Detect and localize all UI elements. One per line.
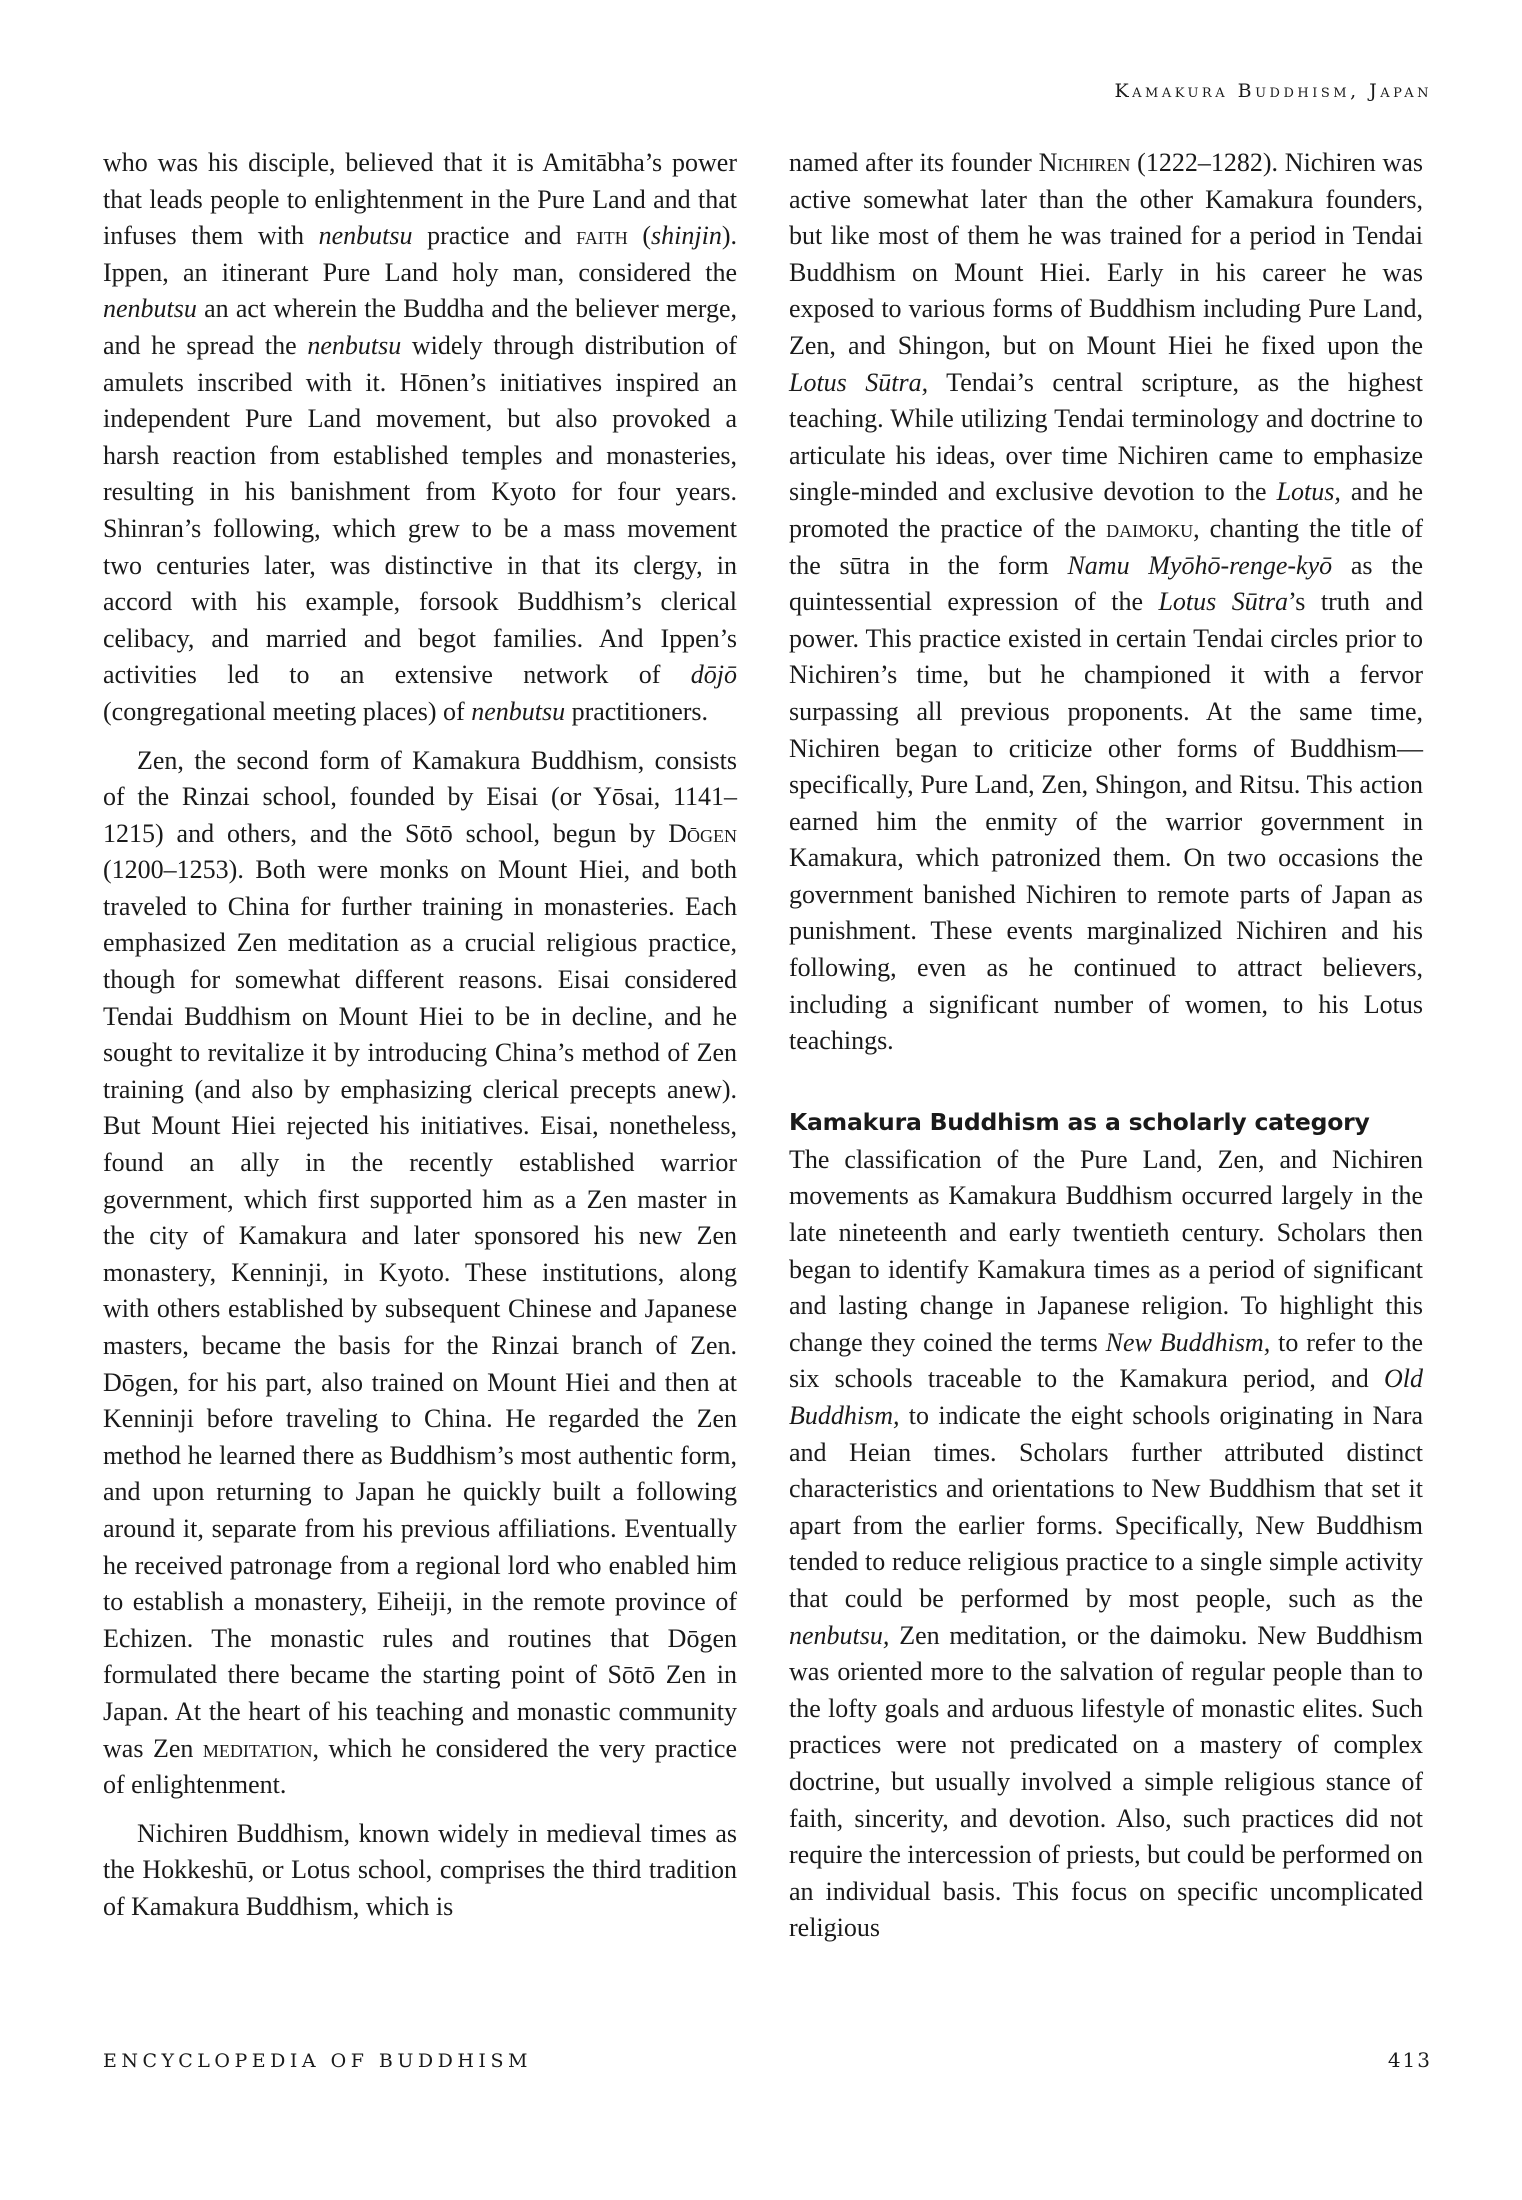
paragraph: named after its founder Nichiren (1222–1282). Nichiren was active somewhat later than the other Kamakura founders, but like most of them he was trained for a period in Tendai Buddhism on Mount Hiei. Early in his career he was exposed to various forms of Buddhism including Pure Land, Zen, and Shingon, but on Mount Hiei he fixed upon the Lotus Sūtra, Tendai’s central scripture, as the highest teaching. While utilizing Tendai terminology and doctrine to articulate his ideas, over time Nichiren came to emphasize single-minded and exclusive devotion to the Lotus, and he promoted the practice of the daimoku, chanting the title of the sūtra in the form Namu Myōhō-renge-kyō as the quintessential expression of the Lotus Sūtra’s truth and power. This practice existed in certain Tendai circles prior to Nichiren’s time, but he championed it with a fervor surpassing all previous proponents. At the same time, Nichiren began to criticize other forms of Buddhism—specifically, Pure Land, Zen, Shingon, and Ritsu. This action earned him the enmity of the warrior government in Kamakura, which patronized them. On two occasions the government banished Nichiren to remote parts of Japan as punishment. These events marginalized Nichiren and his following, even as he continued to attract believers, including a significant number of women, to his Lotus teachings. xyxy=(789,148,1423,1056)
right-column xyxy=(789,145,1423,1947)
page-number: 413 xyxy=(1387,2048,1432,2072)
left-column xyxy=(103,145,737,1926)
running-foot: ENCYCLOPEDIA OF BUDDHISM xyxy=(103,2050,532,2072)
paragraph: who was his disciple, believed that it is Amitābha’s power that leads people to enlightenment in the Pure Land and that infuses them with nenbutsu practice and faith (shinjin). Ippen, an itinerant Pure Land holy man, considered the nenbutsu an act wherein the Buddha and the believer merge, and he spread the nenbutsu widely through distribution of amulets inscribed with it. Hōnen’s initiatives inspired an independent Pure Land movement, but also provoked a harsh reaction from established temples and monasteries, resulting in his banishment from Kyoto for four years. Shinran’s following, which grew to be a mass movement two centuries later, was distinctive in that its clergy, in accord with his example, forsook Buddhism’s clerical celibacy, and married and begot families. And Ippen’s activities led to an extensive network of dōjō (congregational meeting places) of nenbutsu practitioners. xyxy=(103,148,738,726)
running-head: Kamakura Buddhism, Japan xyxy=(1114,80,1432,102)
section-heading: Kamakura Buddhism as a scholarly category xyxy=(789,1107,1370,1136)
paragraph: Zen, the second form of Kamakura Buddhism, consists of the Rinzai school, founded by Eisai (or Yōsai, 1141–1215) and others, and the Sōtō school, begun by Dōgen (1200–1253). Both were monks on Mount Hiei, and both traveled to China for further training in monasteries. Each emphasized Zen meditation as a crucial religious practice, though for somewhat different reasons. Eisai considered Tendai Buddhism on Mount Hiei to be in decline, and he sought to revitalize it by introducing China’s method of Zen training (and also by emphasizing clerical precepts anew). But Mount Hiei rejected his initiatives. Eisai, nonetheless, found an ally in the recently established warrior government, which first supported him as a Zen master in the city of Kamakura and later sponsored his new Zen monastery, Kenninji, in Kyoto. These institutions, along with others established by subsequent Chinese and Japanese masters, became the basis for the Rinzai branch of Zen. Dōgen, for his part, also trained on Mount Hiei and then at Kenninji before traveling to China. He regarded the Zen method he learned there as Buddhism’s most authentic form, and upon returning to Japan he quickly built a following around it, separate from his previous affiliations. Eventually he received patronage from a regional lord who enabled him to establish a monastery, Eiheiji, in the remote province of Echizen. The monastic rules and routines that Dōgen formulated there became the starting point of Sōtō Zen in Japan. At the heart of his teaching and monastic community was Zen meditation, which he considered the very practice of enlightenment. xyxy=(103,745,737,1800)
paragraph: The classification of the Pure Land, Zen, and Nichiren movements as Kamakura Buddhism occurred largely in the late nineteenth and early twentieth century. Scholars then began to identify Kamakura times as a period of significant and lasting change in Japanese religion. To highlight this change they coined the terms New Buddhism, to refer to the six schools traceable to the Kamakura period, and Old Buddhism, to indicate the eight schools originating in Nara and Heian times. Scholars further attributed distinct characteristics and orientations to New Buddhism that set it apart from the earlier forms. Specifically, New Buddhism tended to reduce religious practice to a single simple activity that could be performed by most people, such as the nenbutsu, Zen meditation, or the daimoku. New Buddhism was oriented more to the salvation of regular people than to the lofty goals and arduous lifestyle of monastic elites. Such practices were not predicated on a mastery of complex doctrine, but usually involved a simple religious stance of faith, sincerity, and devotion. Also, such practices did not require the intercession of priests, but could be performed on an individual basis. This focus on specific uncomplicated religious xyxy=(789,1144,1423,1943)
paragraph: Nichiren Buddhism, known widely in medieval times as the Hokkeshū, or Lotus school, comprises the third tradition of Kamakura Buddhism, which is xyxy=(103,1818,737,1921)
